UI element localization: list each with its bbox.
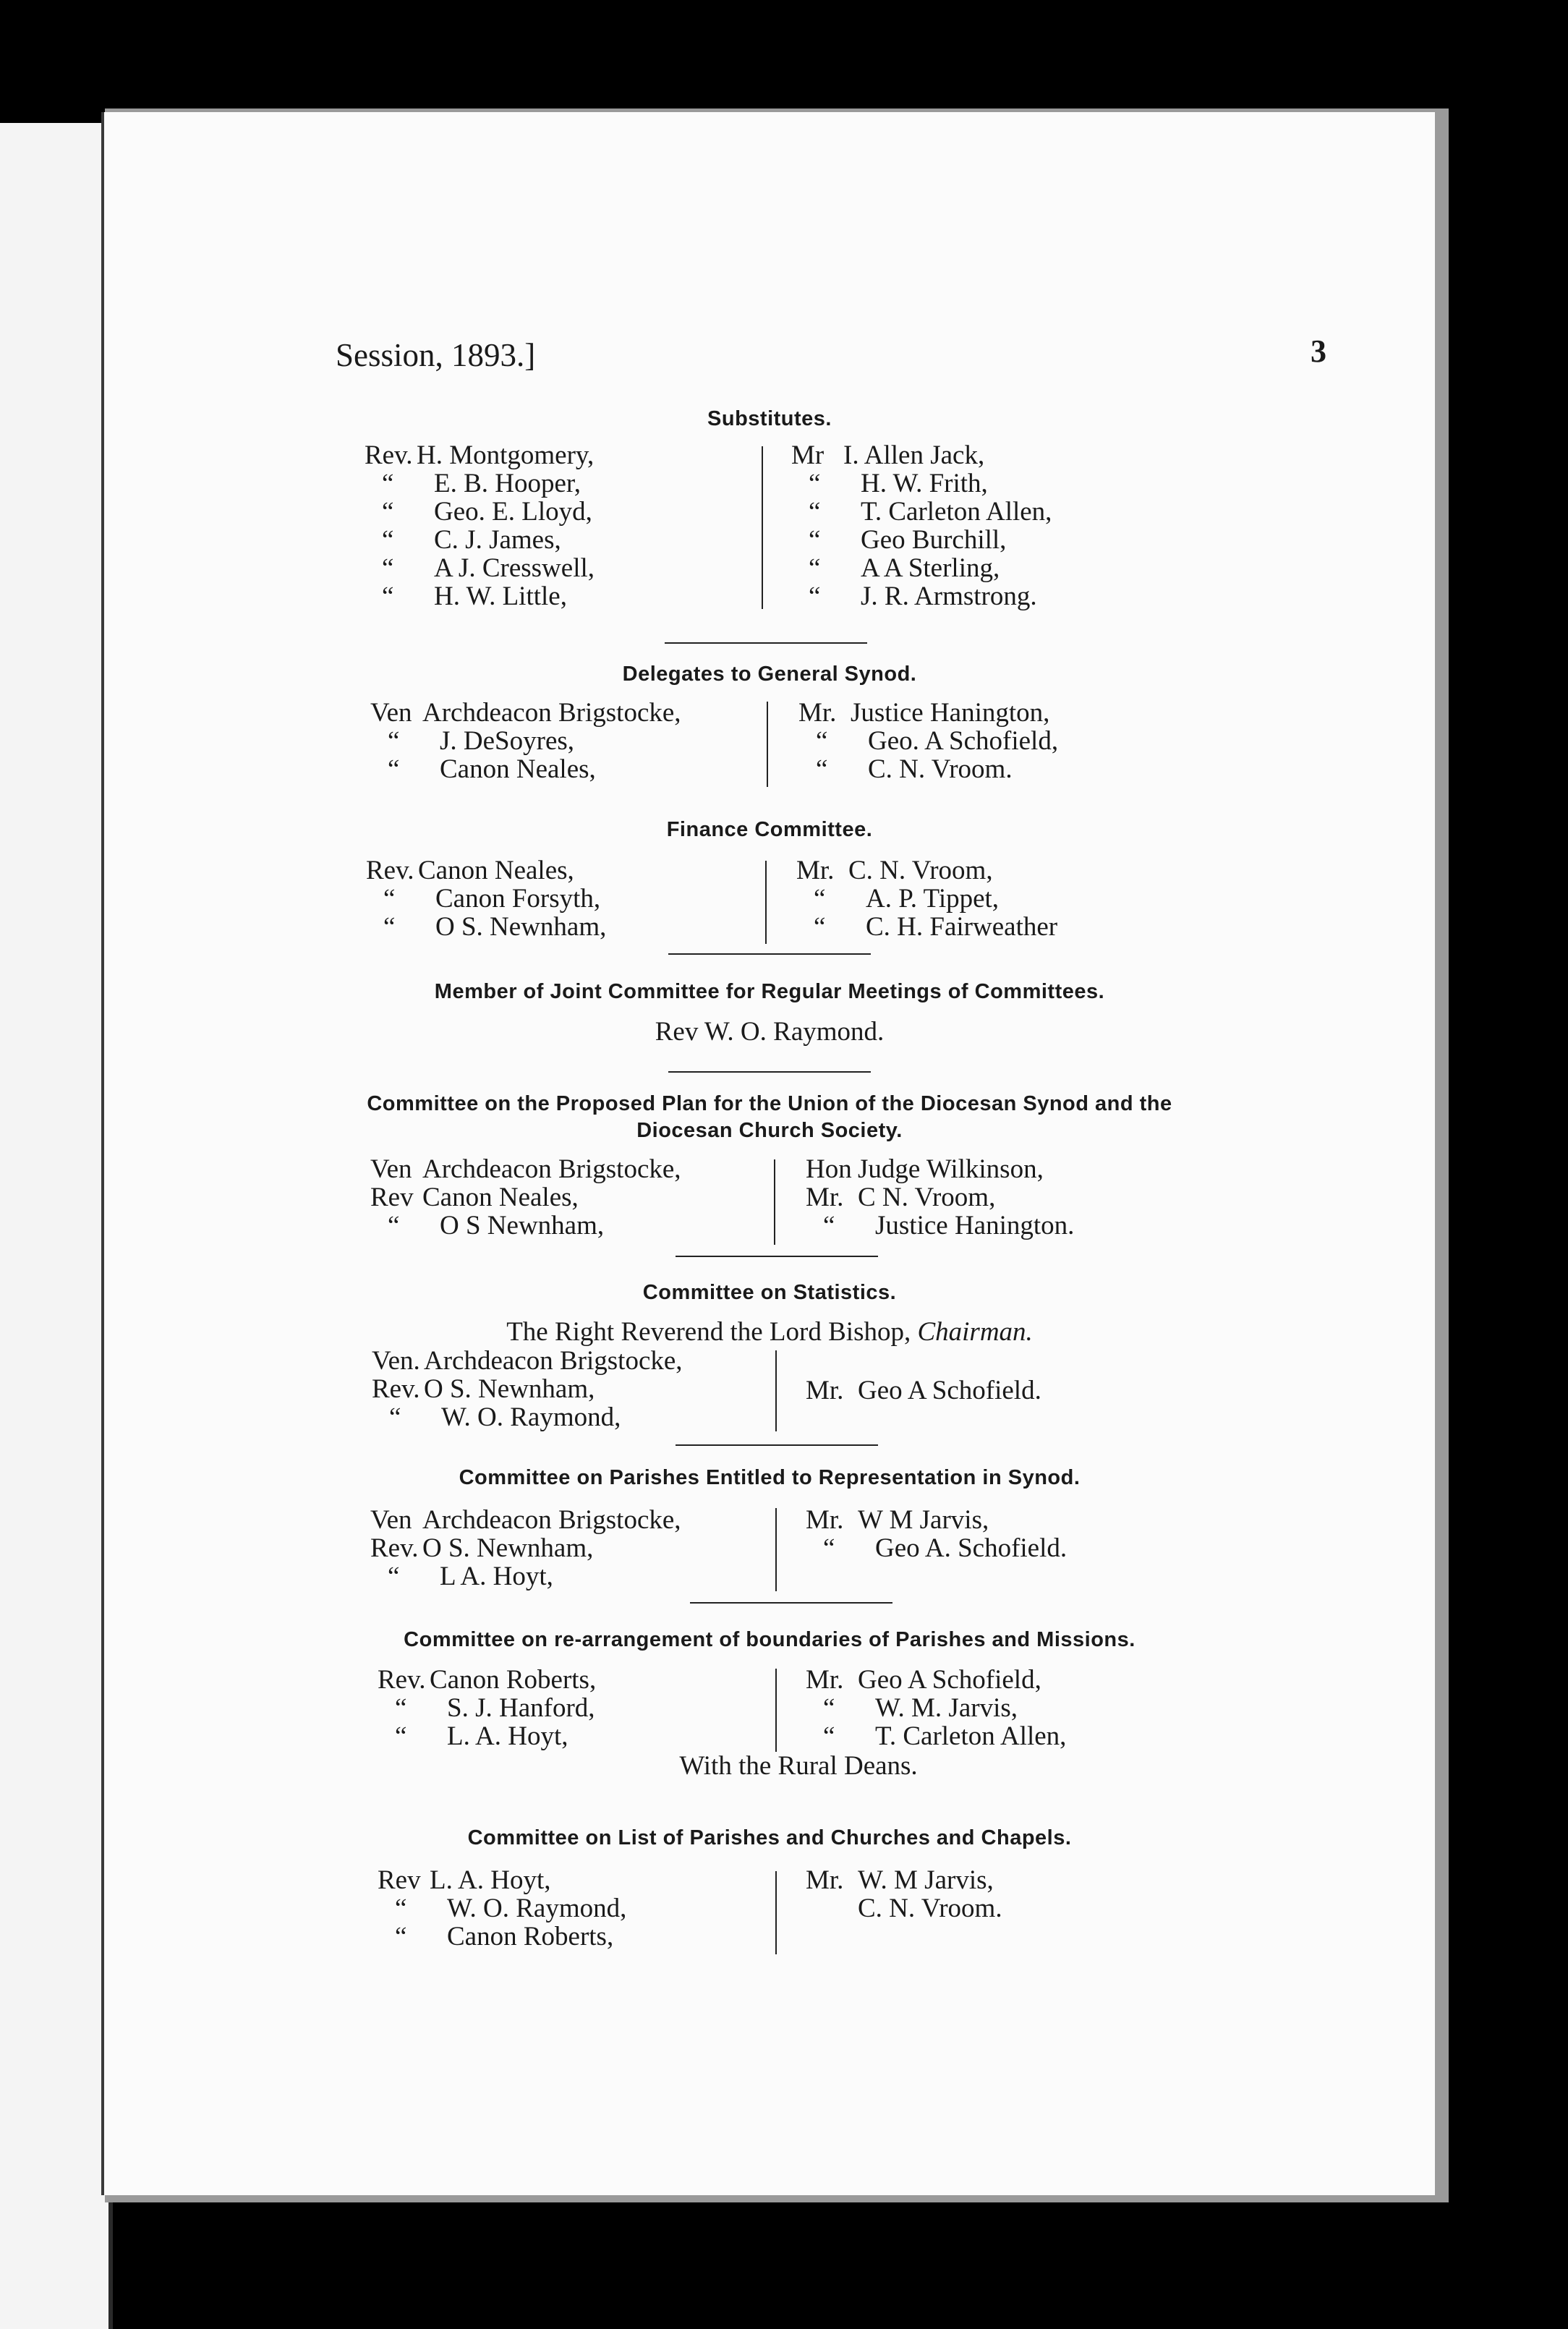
- title-prefix: “: [382, 582, 394, 611]
- document-page: [101, 112, 1435, 2195]
- person-name: W. M Jarvis,: [858, 1865, 994, 1895]
- name-entry: [798, 755, 1058, 783]
- name-entry: [806, 1506, 1067, 1534]
- name-entry: [372, 1403, 683, 1431]
- title-prefix: “: [382, 553, 394, 583]
- section-rule: [676, 1444, 878, 1446]
- chairman-role: Chairman.: [917, 1317, 1033, 1347]
- person-name: I. Allen Jack,: [843, 440, 985, 470]
- title-prefix: “: [388, 1211, 400, 1240]
- section-heading-list-parishes: Committee on List of Parishes and Churches and Chapels.: [467, 1826, 1072, 1849]
- person-name: O S. Newnham,: [435, 912, 607, 942]
- person-name: Archdeacon Brigstocke,: [422, 698, 681, 728]
- substitutes-left-list: [365, 441, 595, 610]
- section-heading-finance: Finance Committee.: [666, 818, 873, 841]
- person-name: Geo Burchill,: [861, 525, 1007, 555]
- union-right-list: [806, 1155, 1074, 1240]
- name-entry: [372, 1375, 683, 1403]
- person-name: C. N. Vroom,: [848, 856, 993, 885]
- name-entry: [798, 727, 1058, 755]
- finance-right-list: [796, 856, 1057, 941]
- person-name: Canon Forsyth,: [435, 884, 601, 914]
- title-prefix: Ven.: [372, 1346, 420, 1376]
- person-name: T. Carleton Allen,: [861, 497, 1052, 527]
- title-prefix: Mr.: [806, 1865, 844, 1895]
- section-rule: [690, 1602, 892, 1604]
- person-name: H. Montgomery,: [417, 440, 595, 470]
- name-entry: [366, 885, 606, 913]
- title-prefix: “: [809, 469, 821, 498]
- title-prefix: “: [809, 497, 821, 527]
- person-name: Archdeacon Brigstocke,: [422, 1154, 681, 1184]
- title-prefix: Mr.: [806, 1665, 844, 1695]
- person-name: Geo A. Schofield.: [875, 1533, 1068, 1563]
- title-prefix: Ven: [370, 1154, 412, 1184]
- finance-left-list: [366, 856, 606, 941]
- title-prefix: Mr.: [806, 1505, 844, 1535]
- person-name: W. M. Jarvis,: [875, 1693, 1018, 1723]
- person-name: O S. Newnham,: [424, 1374, 595, 1404]
- title-prefix: “: [388, 726, 400, 756]
- name-entry: [791, 554, 1052, 582]
- person-name: E. B. Hooper,: [434, 469, 581, 498]
- name-entry: [378, 1694, 596, 1722]
- title-prefix: Rev.: [370, 1533, 419, 1563]
- name-entry: [806, 1212, 1074, 1240]
- person-name: H. W. Little,: [434, 582, 567, 611]
- title-prefix: “: [395, 1721, 407, 1751]
- person-name: J. R. Armstrong.: [861, 582, 1037, 611]
- section-heading-statistics: Committee on Statistics.: [642, 1281, 897, 1304]
- boundaries-note: With the Rural Deans.: [679, 1751, 918, 1781]
- name-entry: [806, 1866, 1002, 1894]
- list-parishes-left-list: [378, 1866, 626, 1951]
- title-prefix: Rev.: [365, 440, 413, 470]
- boundaries-left-list: [378, 1666, 596, 1750]
- title-prefix: “: [388, 1562, 400, 1591]
- title-prefix: “: [383, 884, 396, 914]
- title-prefix: “: [809, 582, 821, 611]
- title-prefix: “: [814, 912, 826, 942]
- running-head: [336, 333, 1326, 380]
- person-name: H. W. Frith,: [861, 469, 988, 498]
- person-name: Geo A Schofield,: [858, 1665, 1041, 1695]
- person-name: C. N. Vroom.: [868, 754, 1013, 784]
- union-left-list: [370, 1155, 681, 1240]
- title-prefix: “: [816, 754, 828, 784]
- title-prefix: “: [823, 1693, 835, 1723]
- person-name: Archdeacon Brigstocke,: [422, 1505, 681, 1535]
- person-name: W M Jarvis,: [858, 1505, 989, 1535]
- name-entry: [372, 1347, 683, 1375]
- name-entry: [806, 1694, 1066, 1722]
- title-prefix: “: [395, 1922, 407, 1951]
- name-entry: [365, 469, 595, 498]
- title-prefix: “: [816, 726, 828, 756]
- person-name: J. DeSoyres,: [440, 726, 575, 756]
- statistics-chairman: [104, 1318, 1435, 1347]
- person-name: W. O. Raymond,: [441, 1402, 621, 1432]
- name-entry: [370, 1534, 681, 1562]
- section-rule: [665, 642, 867, 644]
- name-entry: [806, 1155, 1074, 1183]
- name-entry: [806, 1534, 1067, 1562]
- person-name: Canon Roberts,: [430, 1665, 597, 1695]
- section-heading-general-synod: Delegates to General Synod.: [622, 663, 917, 686]
- column-divider: [774, 1159, 775, 1245]
- section-heading-joint-committee: Member of Joint Committee for Regular Meetings of Committees.: [434, 980, 1105, 1003]
- name-entry: [370, 1506, 681, 1534]
- title-prefix: “: [389, 1402, 401, 1432]
- section-rule: [668, 1071, 871, 1073]
- name-entry: [806, 1666, 1066, 1694]
- person-name: C. N. Vroom.: [858, 1894, 1002, 1923]
- title-prefix: Mr.: [796, 856, 835, 885]
- column-divider: [775, 1871, 777, 1954]
- name-entry: [796, 913, 1057, 941]
- person-name: Canon Neales,: [418, 856, 574, 885]
- person-name: C. J. James,: [434, 525, 561, 555]
- title-prefix: Rev: [370, 1183, 414, 1212]
- person-name: Geo. E. Lloyd,: [434, 497, 592, 527]
- title-prefix: “: [823, 1211, 835, 1240]
- name-entry: [378, 1666, 596, 1694]
- title-prefix: “: [809, 525, 821, 555]
- title-prefix: “: [809, 553, 821, 583]
- title-prefix: “: [388, 754, 400, 784]
- name-entry: [365, 526, 595, 554]
- title-prefix: Hon: [806, 1154, 852, 1184]
- running-head-title: Session, 1893.]: [336, 337, 536, 373]
- person-name: L A. Hoyt,: [440, 1562, 553, 1591]
- substitutes-right-list: [791, 441, 1052, 610]
- name-entry: [791, 441, 1052, 469]
- person-name: Judge Wilkinson,: [858, 1154, 1044, 1184]
- name-entry: [806, 1722, 1066, 1750]
- person-name: A. P. Tippet,: [866, 884, 1000, 914]
- section-rule: [668, 953, 871, 955]
- title-prefix: Rev.: [378, 1665, 426, 1695]
- title-prefix: “: [382, 497, 394, 527]
- person-name: Canon Neales,: [422, 1183, 579, 1212]
- person-name: Geo. A Schofield,: [868, 726, 1059, 756]
- section-heading-union-line1: Committee on the Proposed Plan for the Union of the Diocesan Synod and the: [367, 1092, 1172, 1115]
- name-entry: [365, 554, 595, 582]
- person-name: O S Newnham,: [440, 1211, 605, 1240]
- boundaries-right-list: [806, 1666, 1066, 1750]
- column-divider: [775, 1669, 777, 1752]
- title-prefix: Rev.: [372, 1374, 420, 1404]
- person-name: Justice Hanington,: [851, 698, 1050, 728]
- name-entry: [370, 1562, 681, 1591]
- person-name: C. H. Fairweather: [866, 912, 1058, 942]
- title-prefix: Ven: [370, 698, 412, 728]
- name-entry: [370, 755, 681, 783]
- person-name: Archdeacon Brigstocke,: [424, 1346, 683, 1376]
- name-entry: [791, 582, 1052, 610]
- name-entry: [791, 498, 1052, 526]
- title-prefix: “: [382, 525, 394, 555]
- title-prefix: “: [814, 884, 826, 914]
- person-name: L. A. Hoyt,: [447, 1721, 568, 1751]
- name-entry: [365, 441, 595, 469]
- column-divider: [762, 446, 763, 609]
- statistics-left-list: [372, 1347, 683, 1431]
- title-prefix: Rev.: [366, 856, 414, 885]
- person-name: Canon Neales,: [440, 754, 596, 784]
- person-name: A J. Cresswell,: [434, 553, 595, 583]
- section-heading-boundaries: Committee on re-arrangement of boundaries of Parishes and Missions.: [404, 1628, 1135, 1651]
- name-entry: [806, 1376, 1041, 1405]
- title-prefix: Mr.: [806, 1376, 844, 1405]
- name-entry: [370, 727, 681, 755]
- person-name: A A Sterling,: [861, 553, 1000, 583]
- name-entry: [365, 582, 595, 610]
- name-entry: [370, 1212, 681, 1240]
- title-prefix: Mr.: [798, 698, 837, 728]
- name-entry: [370, 1183, 681, 1212]
- joint-committee-member: Rev W. O. Raymond.: [655, 1017, 885, 1047]
- title-prefix: Ven: [370, 1505, 412, 1535]
- title-prefix: “: [395, 1693, 407, 1723]
- column-divider: [775, 1350, 777, 1431]
- name-entry: [366, 856, 606, 885]
- person-name: C N. Vroom,: [858, 1183, 996, 1212]
- name-entry: [378, 1722, 596, 1750]
- person-name: T. Carleton Allen,: [875, 1721, 1067, 1751]
- column-divider: [765, 861, 767, 944]
- title-prefix: “: [395, 1894, 407, 1923]
- person-name: Justice Hanington.: [875, 1211, 1075, 1240]
- title-prefix: Mr.: [806, 1183, 844, 1212]
- section-heading-union-line2: Diocesan Church Society.: [636, 1119, 903, 1142]
- name-entry: [798, 699, 1058, 727]
- name-entry: [370, 1155, 681, 1183]
- column-divider: [775, 1508, 777, 1591]
- section-rule: [676, 1256, 878, 1257]
- section-heading-substitutes: Substitutes.: [707, 407, 832, 430]
- name-entry: [806, 1894, 1002, 1923]
- person-name: W. O. Raymond,: [447, 1894, 627, 1923]
- general-synod-left-list: [370, 699, 681, 783]
- name-entry: [365, 498, 595, 526]
- column-divider: [767, 702, 768, 787]
- name-entry: [791, 469, 1052, 498]
- list-parishes-right-list: [806, 1866, 1002, 1923]
- title-prefix: Rev: [378, 1865, 421, 1895]
- person-name: Geo A Schofield.: [858, 1376, 1041, 1405]
- person-name: Canon Roberts,: [447, 1922, 614, 1951]
- statistics-right-list: [806, 1376, 1041, 1405]
- person-name: O S. Newnham,: [422, 1533, 594, 1563]
- title-prefix: “: [823, 1721, 835, 1751]
- chairman-text: The Right Reverend the Lord Bishop,: [506, 1317, 911, 1347]
- page-number: 3: [1311, 333, 1326, 369]
- title-prefix: Mr: [791, 440, 825, 470]
- name-entry: [366, 913, 606, 941]
- representation-left-list: [370, 1506, 681, 1591]
- title-prefix: “: [383, 912, 396, 942]
- name-entry: [378, 1866, 626, 1894]
- name-entry: [378, 1894, 626, 1923]
- title-prefix: “: [823, 1533, 835, 1563]
- general-synod-right-list: [798, 699, 1058, 783]
- name-entry: [791, 526, 1052, 554]
- section-heading-representation: Committee on Parishes Entitled to Representation in Synod.: [459, 1466, 1081, 1489]
- name-entry: [796, 885, 1057, 913]
- name-entry: [370, 699, 681, 727]
- name-entry: [378, 1923, 626, 1951]
- facing-page-edge: [0, 123, 113, 2329]
- title-prefix: “: [382, 469, 394, 498]
- person-name: L. A. Hoyt,: [430, 1865, 551, 1895]
- name-entry: [796, 856, 1057, 885]
- person-name: S. J. Hanford,: [447, 1693, 595, 1723]
- name-entry: [806, 1183, 1074, 1212]
- representation-right-list: [806, 1506, 1067, 1562]
